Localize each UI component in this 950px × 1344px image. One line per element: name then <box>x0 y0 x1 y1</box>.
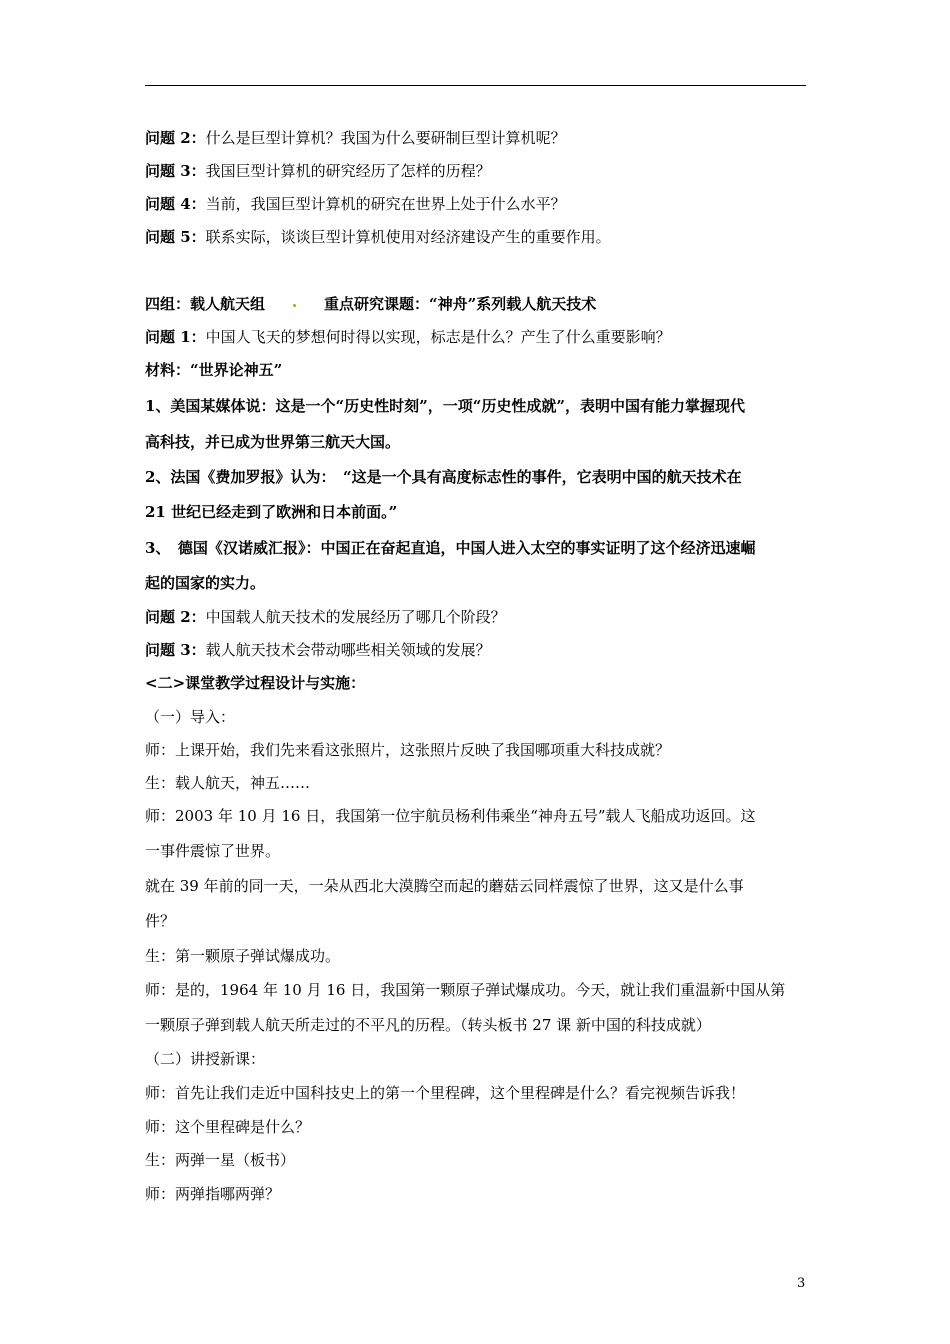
lesson-line: 生：第一颗原子弹试爆成功。 <box>145 947 341 965</box>
lesson-line: 师：上课开始，我们先来看这张照片，这张照片反映了我国哪项重大科技成就？ <box>145 741 671 759</box>
question-text: 载人航天技术会带动哪些相关领域的发展？ <box>205 641 491 659</box>
decorative-dot-icon <box>293 304 296 307</box>
lesson-line: 师：2003 年 10 月 16 日，我国第一位宇航员杨利伟乘坐“神舟五号”载人飞船成功返回。这 <box>145 807 756 825</box>
material-line: 1、美国某媒体说：这是一个“历史性时刻”，一项“历史性成就”，表明中国有能力掌握现代 <box>145 397 745 415</box>
group4-topic: 重点研究课题：“神舟”系列载人航天技术 <box>324 295 597 313</box>
question-label: 问题 3： <box>145 162 206 180</box>
lesson-line: 师：是的，1964 年 10 月 16 日，我国第一颗原子弹试爆成功。今天，就让我们重温新中国从第 <box>145 981 786 999</box>
page-number: 3 <box>797 1276 806 1291</box>
group4-question-1 <box>145 327 815 347</box>
lesson-line: 就在 39 年前的同一天，一朵从西北大漠腾空而起的蘑菇云同样震惊了世界，这又是什么事 <box>145 877 744 895</box>
question-text: 中国载人航天技术的发展经历了哪几个阶段？ <box>205 608 506 626</box>
group4-question-2 <box>145 607 815 627</box>
material-title: 材料：“世界论神五” <box>145 361 283 379</box>
question-label: 问题 3： <box>145 641 206 659</box>
material-line: 21 世纪已经走到了欧洲和日本前面。” <box>145 503 398 521</box>
lesson-line: 生：载人航天，神五…… <box>145 774 311 792</box>
lesson-line: 师：两弹指哪两弹？ <box>145 1185 281 1203</box>
group4-question-3 <box>145 640 815 660</box>
question-text: 什么是巨型计算机？我国为什么要研制巨型计算机呢？ <box>205 129 566 147</box>
header-rule <box>145 85 806 86</box>
question-text: 当前，我国巨型计算机的研究在世界上处于什么水平？ <box>205 195 566 213</box>
group4-heading-line <box>145 294 815 314</box>
lesson-line: 师：首先让我们走近中国科技史上的第一个里程碑，这个里程碑是什么？看完视频告诉我！ <box>145 1084 746 1102</box>
lesson-line: （一）导入： <box>145 708 236 726</box>
question-2 <box>145 128 815 148</box>
question-label: 问题 5： <box>145 228 206 246</box>
lesson-line: 师：这个里程碑是什么？ <box>145 1118 311 1136</box>
question-4 <box>145 194 815 214</box>
question-label: 问题 1： <box>145 328 206 346</box>
lesson-line: 一事件震惊了世界。 <box>145 842 281 860</box>
lesson-line: 一颗原子弹到载人航天所走过的不平凡的历程。（转头板书 27 课 新中国的科技成就） <box>145 1016 711 1034</box>
material-line: 2、法国《费加罗报》认为： “这是一个具有高度标志性的事件，它表明中国的航天技术在 <box>145 468 742 486</box>
lesson-line: 件？ <box>145 912 176 930</box>
question-label: 问题 2： <box>145 129 206 147</box>
material-line: 高科技，并已成为世界第三航天大国。 <box>145 433 401 451</box>
question-label: 问题 2： <box>145 608 206 626</box>
material-line: 3、 德国《汉诺威汇报》：中国正在奋起直追，中国人进入太空的事实证明了这个经济迅速崛 <box>145 539 756 557</box>
material-line: 起的国家的实力。 <box>145 574 266 592</box>
question-5 <box>145 227 815 247</box>
question-text: 我国巨型计算机的研究经历了怎样的历程？ <box>205 162 491 180</box>
section2-title: <二>课堂教学过程设计与实施： <box>145 674 366 692</box>
question-label: 问题 4： <box>145 195 206 213</box>
lesson-line: 生：两弹一星（板书） <box>145 1151 296 1169</box>
group4-heading: 四组：载人航天组 <box>145 295 266 313</box>
lesson-line: （二）讲授新课： <box>145 1050 266 1068</box>
question-3 <box>145 161 815 181</box>
question-text: 联系实际，谈谈巨型计算机使用对经济建设产生的重要作用。 <box>205 228 611 246</box>
question-text: 中国人飞天的梦想何时得以实现，标志是什么？产生了什么重要影响？ <box>205 328 671 346</box>
